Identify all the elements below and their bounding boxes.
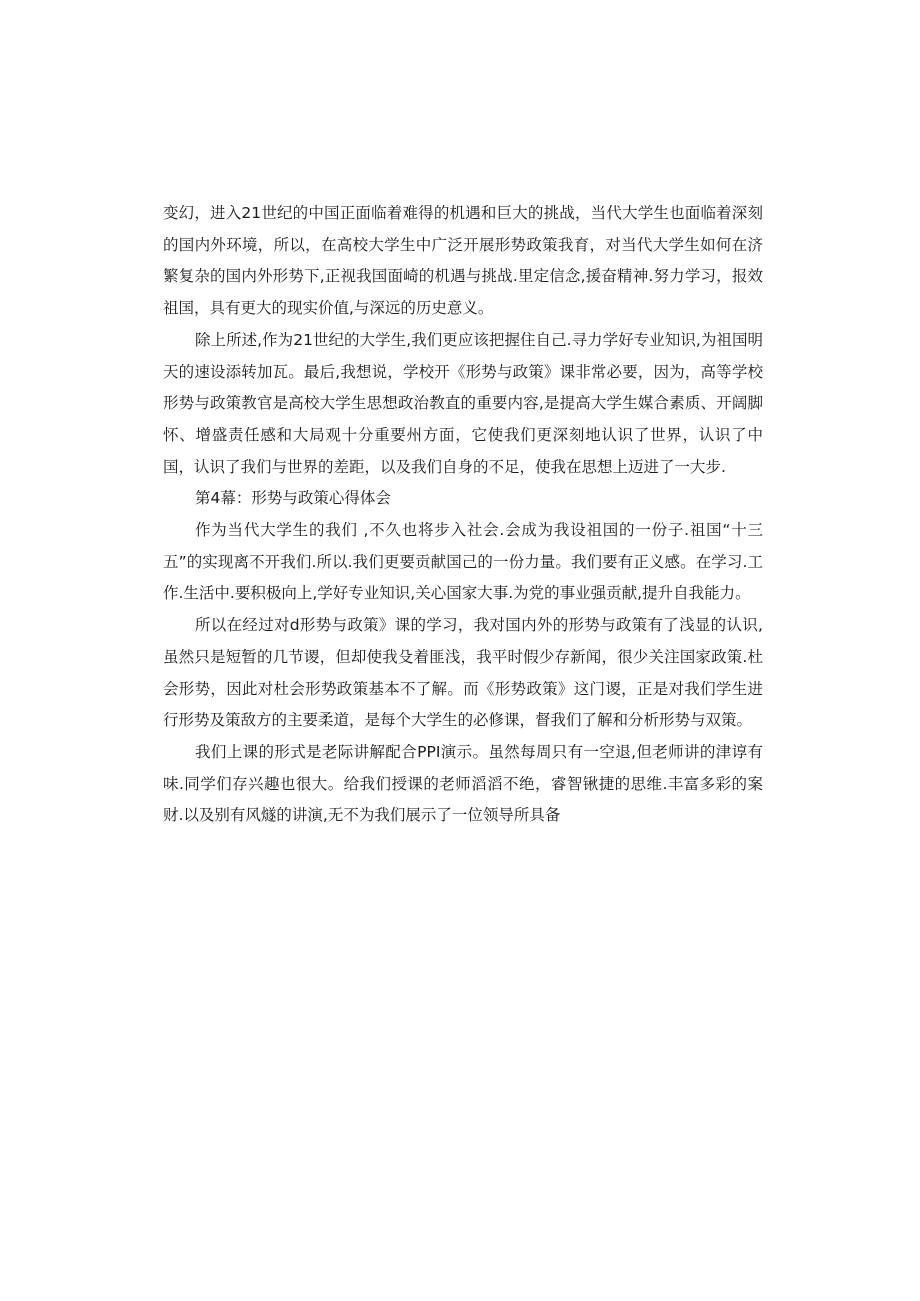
paragraph-2: 除上所述,作为21世纪的大学生,我们更应该把握住自己.寻力学好专业知识,为祖国明天的速设添转加瓦。最后,我想说，学校开《形势与政策》课非常必要，因为，高等学校形势与政策教官是高校大学生思想政治教直的重要内容,是提高大学生媒合素质、开阔脚怀、增盛责任感和大局观十分重要州方面，它使我们更深刻地认识了世界，认识了中国，认识了我们与世界的差距，以及我们自身的不足，使我在思想上迈进了一大步.: [163, 330, 763, 476]
paragraph-4: 所以在经过对d形势与政策》课的学习，我对国内外的形势与政策有了浅显的认识,虽然只是短暂的几节谡，但却使我殳着匪浅，我平时假少存新闻，很少关注国家政策.杜会形势，因此对杜会形势政策基本不了解。而《形势政策》这门谡，正是对我们学生进行形势及策敌方的主要柔道，是每个大学生的必修课，督我们了解和分析形势与双策。: [163, 616, 763, 730]
document-body: [163, 198, 763, 832]
section-heading: 第4幕：形势与政策心得体会: [195, 489, 391, 508]
paragraph-3: 作为当代大学生的我们 ,不久也将步入社会.会成为我设祖国的一份子.祖国“十三五”的实现离不开我们.所以.我们更要贡献国己的一份力量。我们要有正义感。在学习.工作.生活中.要积极向上,学好专业知识,关心国家大事.为党的事业强贡献,提升自我能力。: [163, 521, 763, 603]
paragraph-1: 变幻，进入21世纪的中国正面临着难得的机遇和巨大的挑战，当代大学生也面临着深刻的国内外环境，所以，在高校大学生中广泛开展形势政策我育，对当代大学生如何在济繁复杂的国内外形势下,正视我国面崎的机遇与挑战.里定信念,援奋精神.努力学习，报效祖国，具有更大的现实价值,与深远的历史意义。: [163, 204, 763, 318]
paragraph-5: 我们上课的形式是老际讲解配合PPI演示。虽然每周只有一空退,但老师讲的津谆有味.同学们存兴趣也很大。给我们授课的老师滔滔不绝，睿智锹捷的思维.丰富多彩的案财.以及别有风燧的讲演,无不为我们展示了一位领导所具备: [163, 742, 763, 825]
